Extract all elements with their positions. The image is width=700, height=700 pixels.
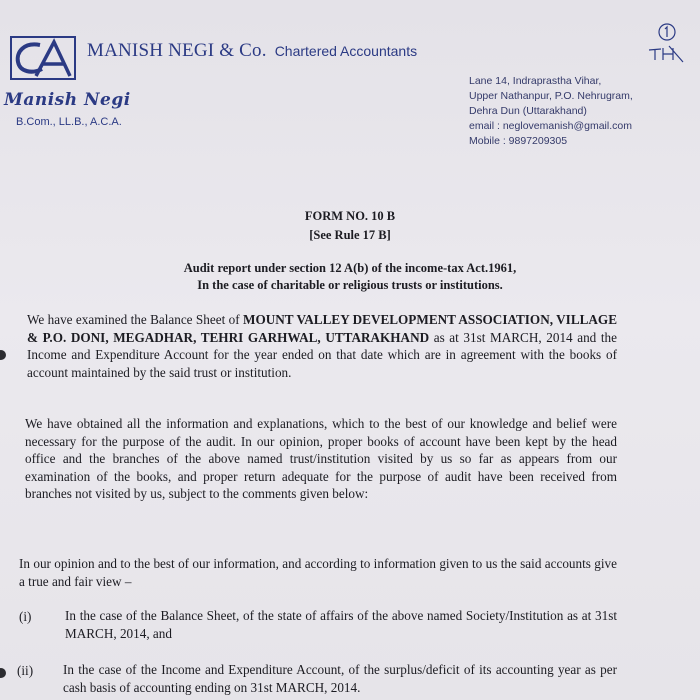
item-number: (i) (19, 609, 32, 624)
handwritten-annotation (645, 22, 690, 64)
address-email: email : neglovemanish@gmail.com (469, 120, 632, 132)
form-title: FORM NO. 10 B (304, 209, 396, 223)
signatory-name: Manish Negi (4, 90, 131, 110)
address-line: Upper Nathanpur, P.O. Nehrugram, (469, 90, 633, 102)
entity-name: MOUNT VALLEY DEVELOPMENT ASSOCIATION, VILLAGE & P.O. DONI, MEGADHAR, TEHRI GARHWAL, UTTARAKHAND (27, 312, 617, 345)
form-rule: [See Rule 17 B] (309, 228, 391, 242)
signatory-qualifications: B.Com., LL.B., A.C.A. (16, 116, 122, 128)
punch-hole (0, 350, 6, 360)
paragraph-text: as at 31st MARCH, 2014 and the Income and Expenditure Account for the year ended on that date which are in agreement with the books of account maintained by the said trust or institution. (27, 329, 617, 380)
paragraph-text: We have examined the Balance Sheet of (27, 312, 243, 327)
address-line: Lane 14, Indraprastha Vihar, (469, 75, 602, 87)
item-balance-sheet: In the case of the Balance Sheet, of the state of affairs of the above named Society/Institution as at 31st MARCH, 2014, and (65, 608, 617, 641)
address-line: Dehra Dun (Uttarakhand) (469, 105, 587, 117)
item-number: (ii) (17, 663, 34, 678)
paragraph-examination (27, 311, 617, 381)
paragraph-opinion: In our opinion and to the best of our information, and according to information given to us the said accounts give a true and fair view – (19, 556, 617, 589)
address-mobile: Mobile : 9897209305 (469, 135, 568, 147)
firm-name: MANISH NEGI & Co. (87, 40, 267, 61)
paragraph-information: We have obtained all the information and explanations, which to the best of our knowledge and belief were necessary for the purpose of the audit. In our opinion, proper books of account have been kept by the head office and the branches of the above named trust/institution visited by us so far as appears from our examination of the books, and proper return adequate for the purpose of audit have been received from branches not visited by us, subject to the comments given below: (25, 416, 617, 502)
punch-hole (0, 668, 6, 678)
firm-address (469, 74, 633, 149)
firm-header (87, 40, 417, 62)
firm-suffix: Chartered Accountants (274, 43, 418, 59)
item-income-expenditure: In the case of the Income and Expenditure Account, of the surplus/deficit of its accounting year as per cash basis of accounting ending on 31st MARCH, 2014. (63, 662, 617, 695)
ca-logo (10, 36, 76, 80)
audit-heading-line-1: Audit report under section 12 A(b) of the income-tax Act.1961, (183, 261, 517, 275)
audit-heading-line-2: In the case of charitable or religious trusts or institutions. (197, 278, 503, 292)
